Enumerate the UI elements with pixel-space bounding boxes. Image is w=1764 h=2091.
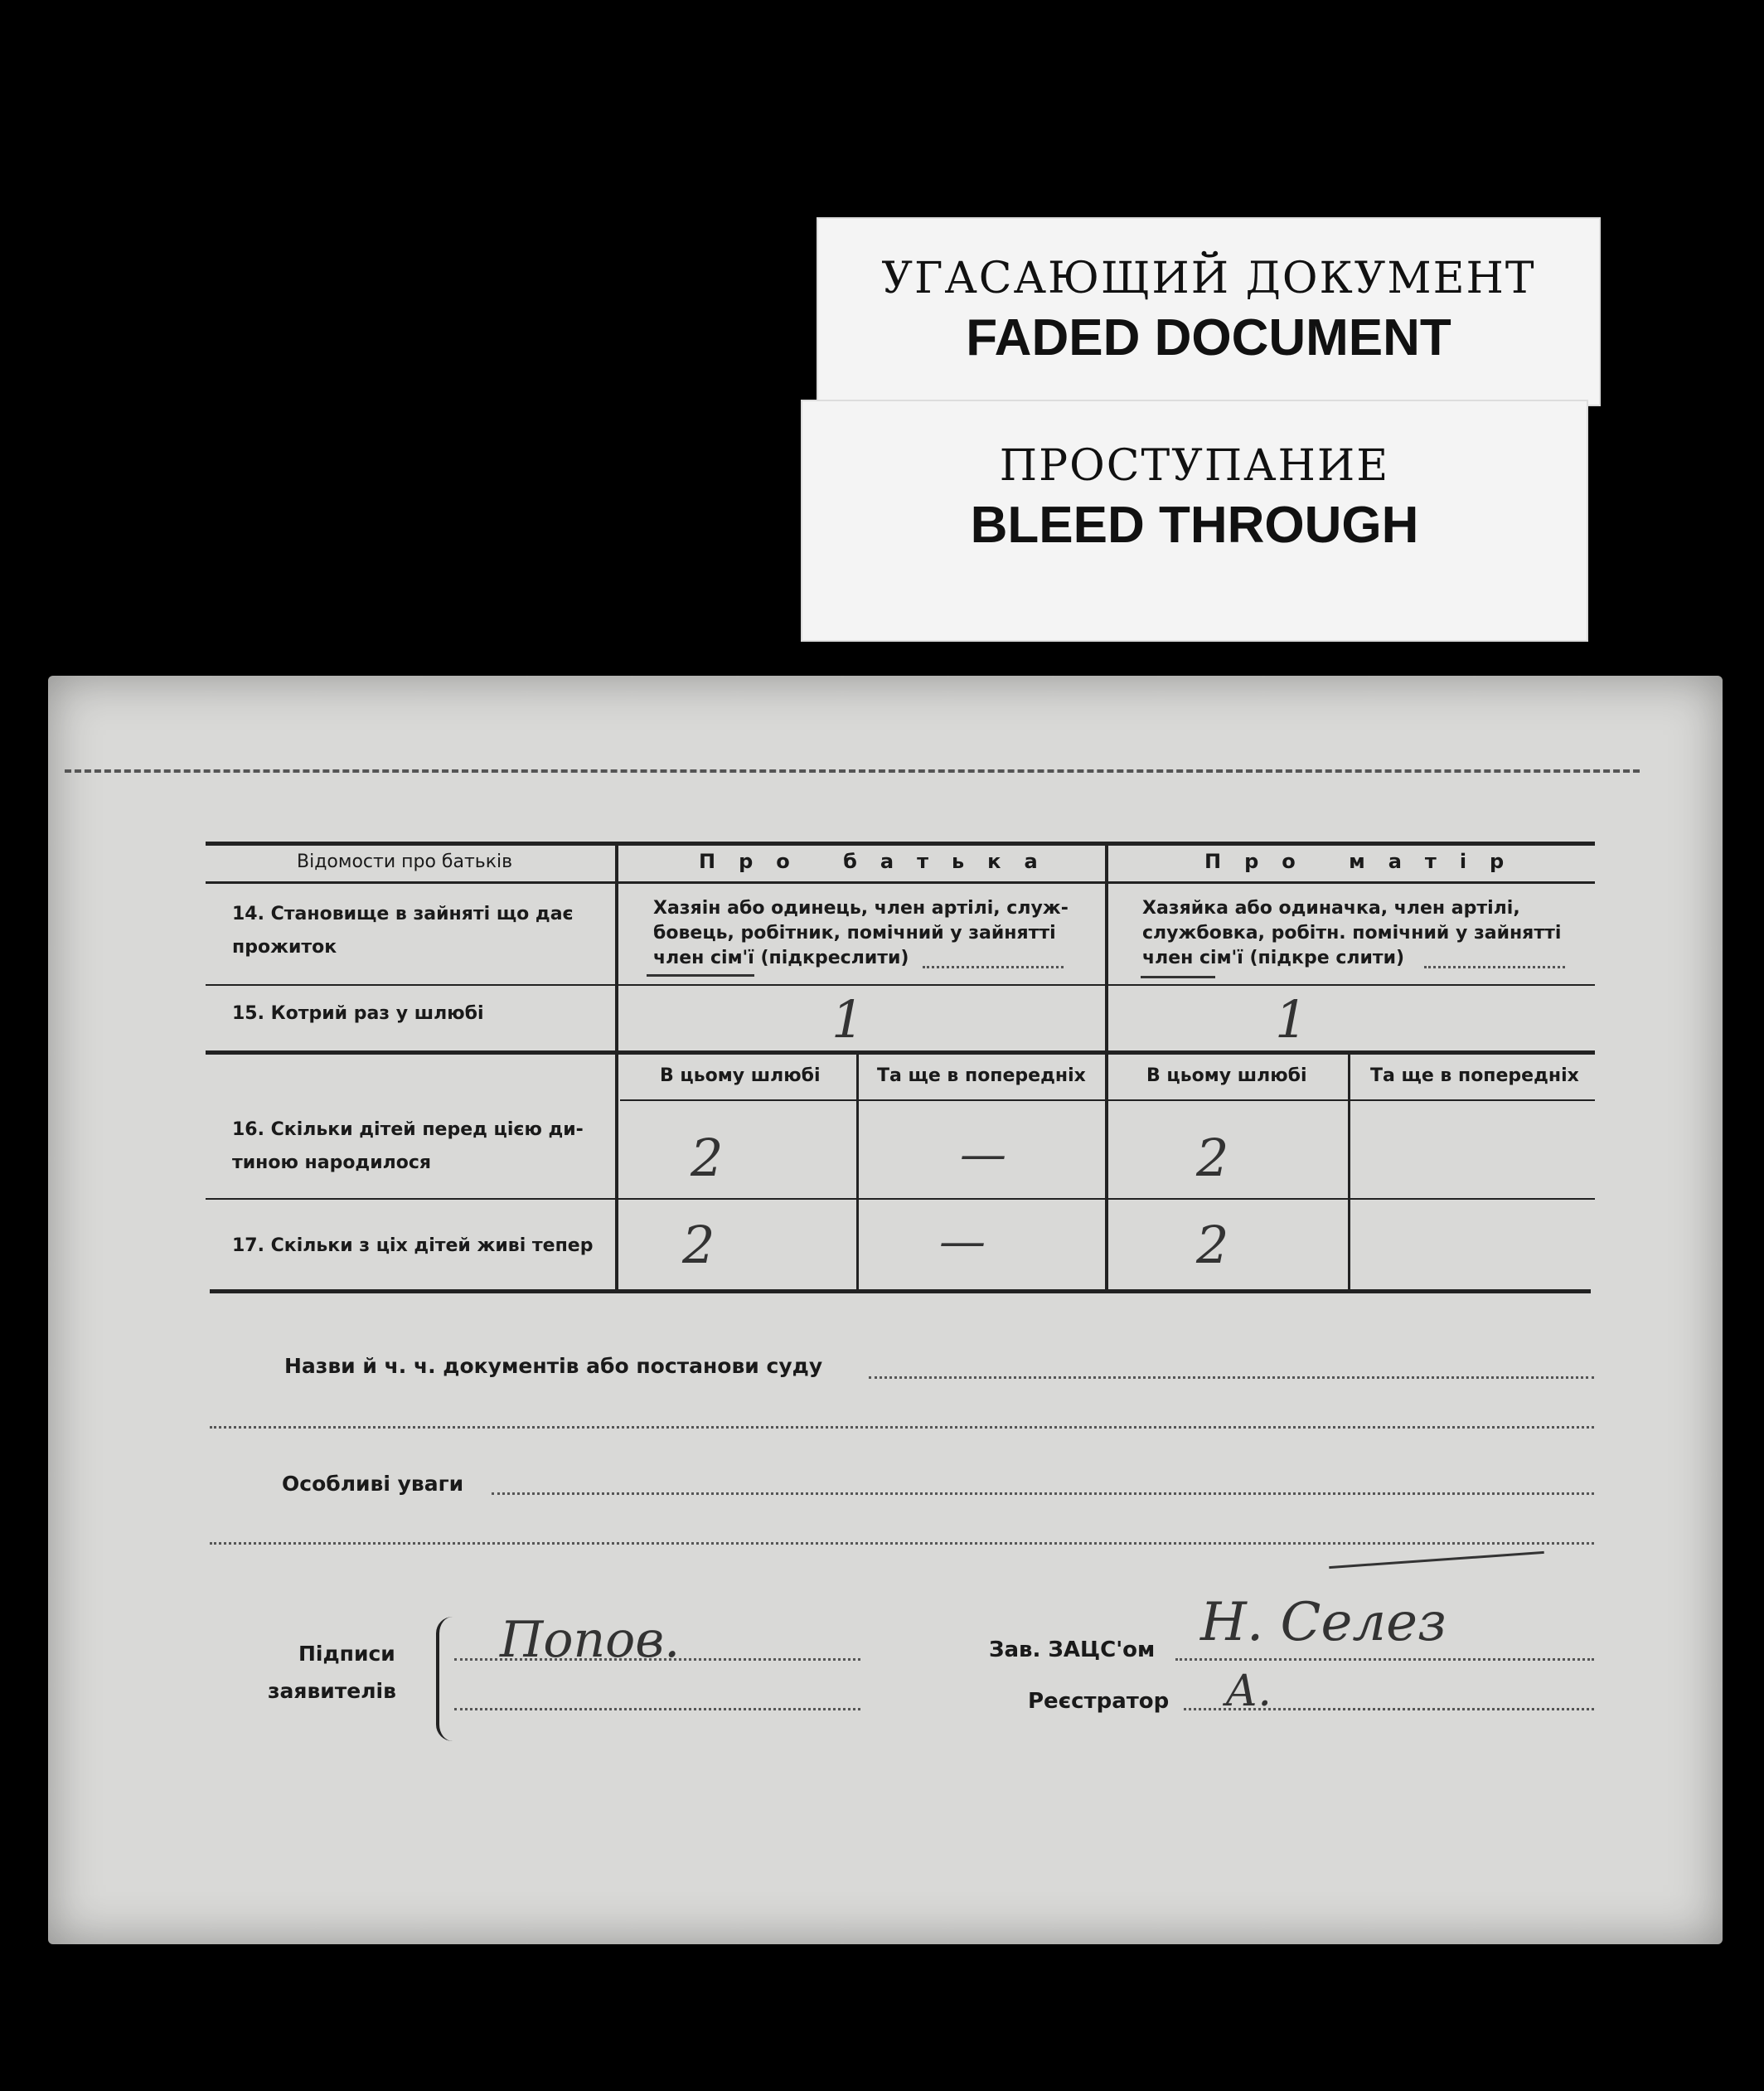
- signatures-label-line2: заявителів: [268, 1679, 396, 1703]
- row17-label: 17. Скільки з ціх дітей живі тепер: [232, 1235, 594, 1256]
- bleed-through-label: [801, 400, 1588, 642]
- header-about-father: Про батька: [699, 850, 1061, 873]
- mother-sub-divider: [1348, 1053, 1350, 1293]
- header-parents-info: Відомости про батьків: [297, 851, 513, 872]
- header-rule: [206, 881, 1595, 884]
- row14-father-line1: Хазяін або одинець, член артілі, служ-: [653, 898, 1069, 919]
- row16-rule: [206, 1198, 1595, 1200]
- row16-father-this: 2: [691, 1128, 724, 1188]
- header-about-mother: Про матір: [1204, 850, 1528, 873]
- bleed-label-en: BLEED THROUGH: [970, 497, 1419, 554]
- documents-fill-line-2: [210, 1426, 1594, 1429]
- col2-divider: [1105, 842, 1108, 1293]
- row14-mother-line2: службовка, робітн. помічний у зайнятті: [1142, 923, 1562, 944]
- signatures-brace: [436, 1617, 458, 1741]
- row16-label-line2: тиною народилося: [232, 1152, 432, 1173]
- row16-mother-this: 2: [1196, 1128, 1229, 1188]
- row14-mother-fill-line: [1424, 966, 1565, 968]
- row14-mother-line1: Хазяйка або одиначка, член артілі,: [1142, 898, 1520, 919]
- applicant-signature-line-2: [454, 1708, 860, 1710]
- documents-fill-line: [869, 1376, 1594, 1379]
- row17-mother-this: 2: [1196, 1215, 1229, 1275]
- row14-father-underline: [647, 974, 754, 977]
- subheader-mother-prev: Та ще в попередніх: [1370, 1065, 1579, 1086]
- table-bottom-rule: [210, 1289, 1591, 1293]
- row14-father-fill-line: [923, 966, 1064, 968]
- head-signature-flourish: [1329, 1551, 1544, 1569]
- notes-fill-line-2: [210, 1542, 1594, 1545]
- head-zags-label: Зав. ЗАЦС'ом: [989, 1637, 1156, 1662]
- row15-label: 15. Котрий раз у шлюбі: [232, 1003, 484, 1024]
- applicant-signature: Попов.: [500, 1611, 681, 1669]
- row14-mother-underline: [1141, 976, 1215, 978]
- registrar-label: Реєстратор: [1028, 1689, 1170, 1714]
- row14-father-line2: бовець, робітник, помічний у зайнятті: [653, 923, 1056, 944]
- perforation-line: [65, 769, 1640, 773]
- faded-document-label: [817, 217, 1601, 406]
- row15-rule: [206, 1050, 1595, 1055]
- row17-father-prev: —: [939, 1215, 986, 1269]
- subheader-father-this: В цьому шлюбі: [660, 1065, 821, 1086]
- row16-label-line1: 16. Скільки дітей перед цією ди-: [232, 1119, 584, 1140]
- row14-label-line1: 14. Становище в зайняті що дає: [232, 904, 574, 924]
- row14-rule: [206, 984, 1595, 986]
- col1-divider: [615, 842, 618, 1293]
- documents-label: Назви й ч. ч. документів або постанови суду: [284, 1354, 823, 1378]
- row14-father-line3: член сім'ї (підкреслити): [653, 948, 909, 968]
- row16-father-prev: —: [960, 1128, 1006, 1181]
- registrar-signature: А.: [1225, 1666, 1272, 1716]
- table-top-rule: [206, 842, 1595, 846]
- bleed-label-ru: ПРОСТУПАНИЕ: [999, 441, 1390, 491]
- row15-mother-value: 1: [1275, 989, 1308, 1050]
- head-signature-line: [1175, 1658, 1594, 1661]
- signatures-label-line1: Підписи: [298, 1642, 395, 1666]
- notes-label: Особливі уваги: [282, 1472, 464, 1496]
- head-signature: Н. Селез: [1200, 1592, 1447, 1653]
- form-sheet: [48, 676, 1723, 1944]
- subheader-father-prev: Та ще в попередніх: [877, 1065, 1086, 1086]
- faded-label-en: FADED DOCUMENT: [966, 309, 1451, 366]
- row14-label-line2: прожиток: [232, 937, 337, 958]
- faded-label-ru: УГАСАЮЩИЙ ДОКУМЕНТ: [881, 254, 1536, 303]
- row14-mother-line3: член сім'ї (підкре слити): [1142, 948, 1405, 968]
- row15-father-value: 1: [831, 989, 865, 1050]
- row17-father-this: 2: [682, 1215, 715, 1275]
- subheader-mother-this: В цьому шлюбі: [1146, 1065, 1307, 1086]
- father-sub-divider: [856, 1053, 859, 1293]
- notes-fill-line: [492, 1492, 1594, 1495]
